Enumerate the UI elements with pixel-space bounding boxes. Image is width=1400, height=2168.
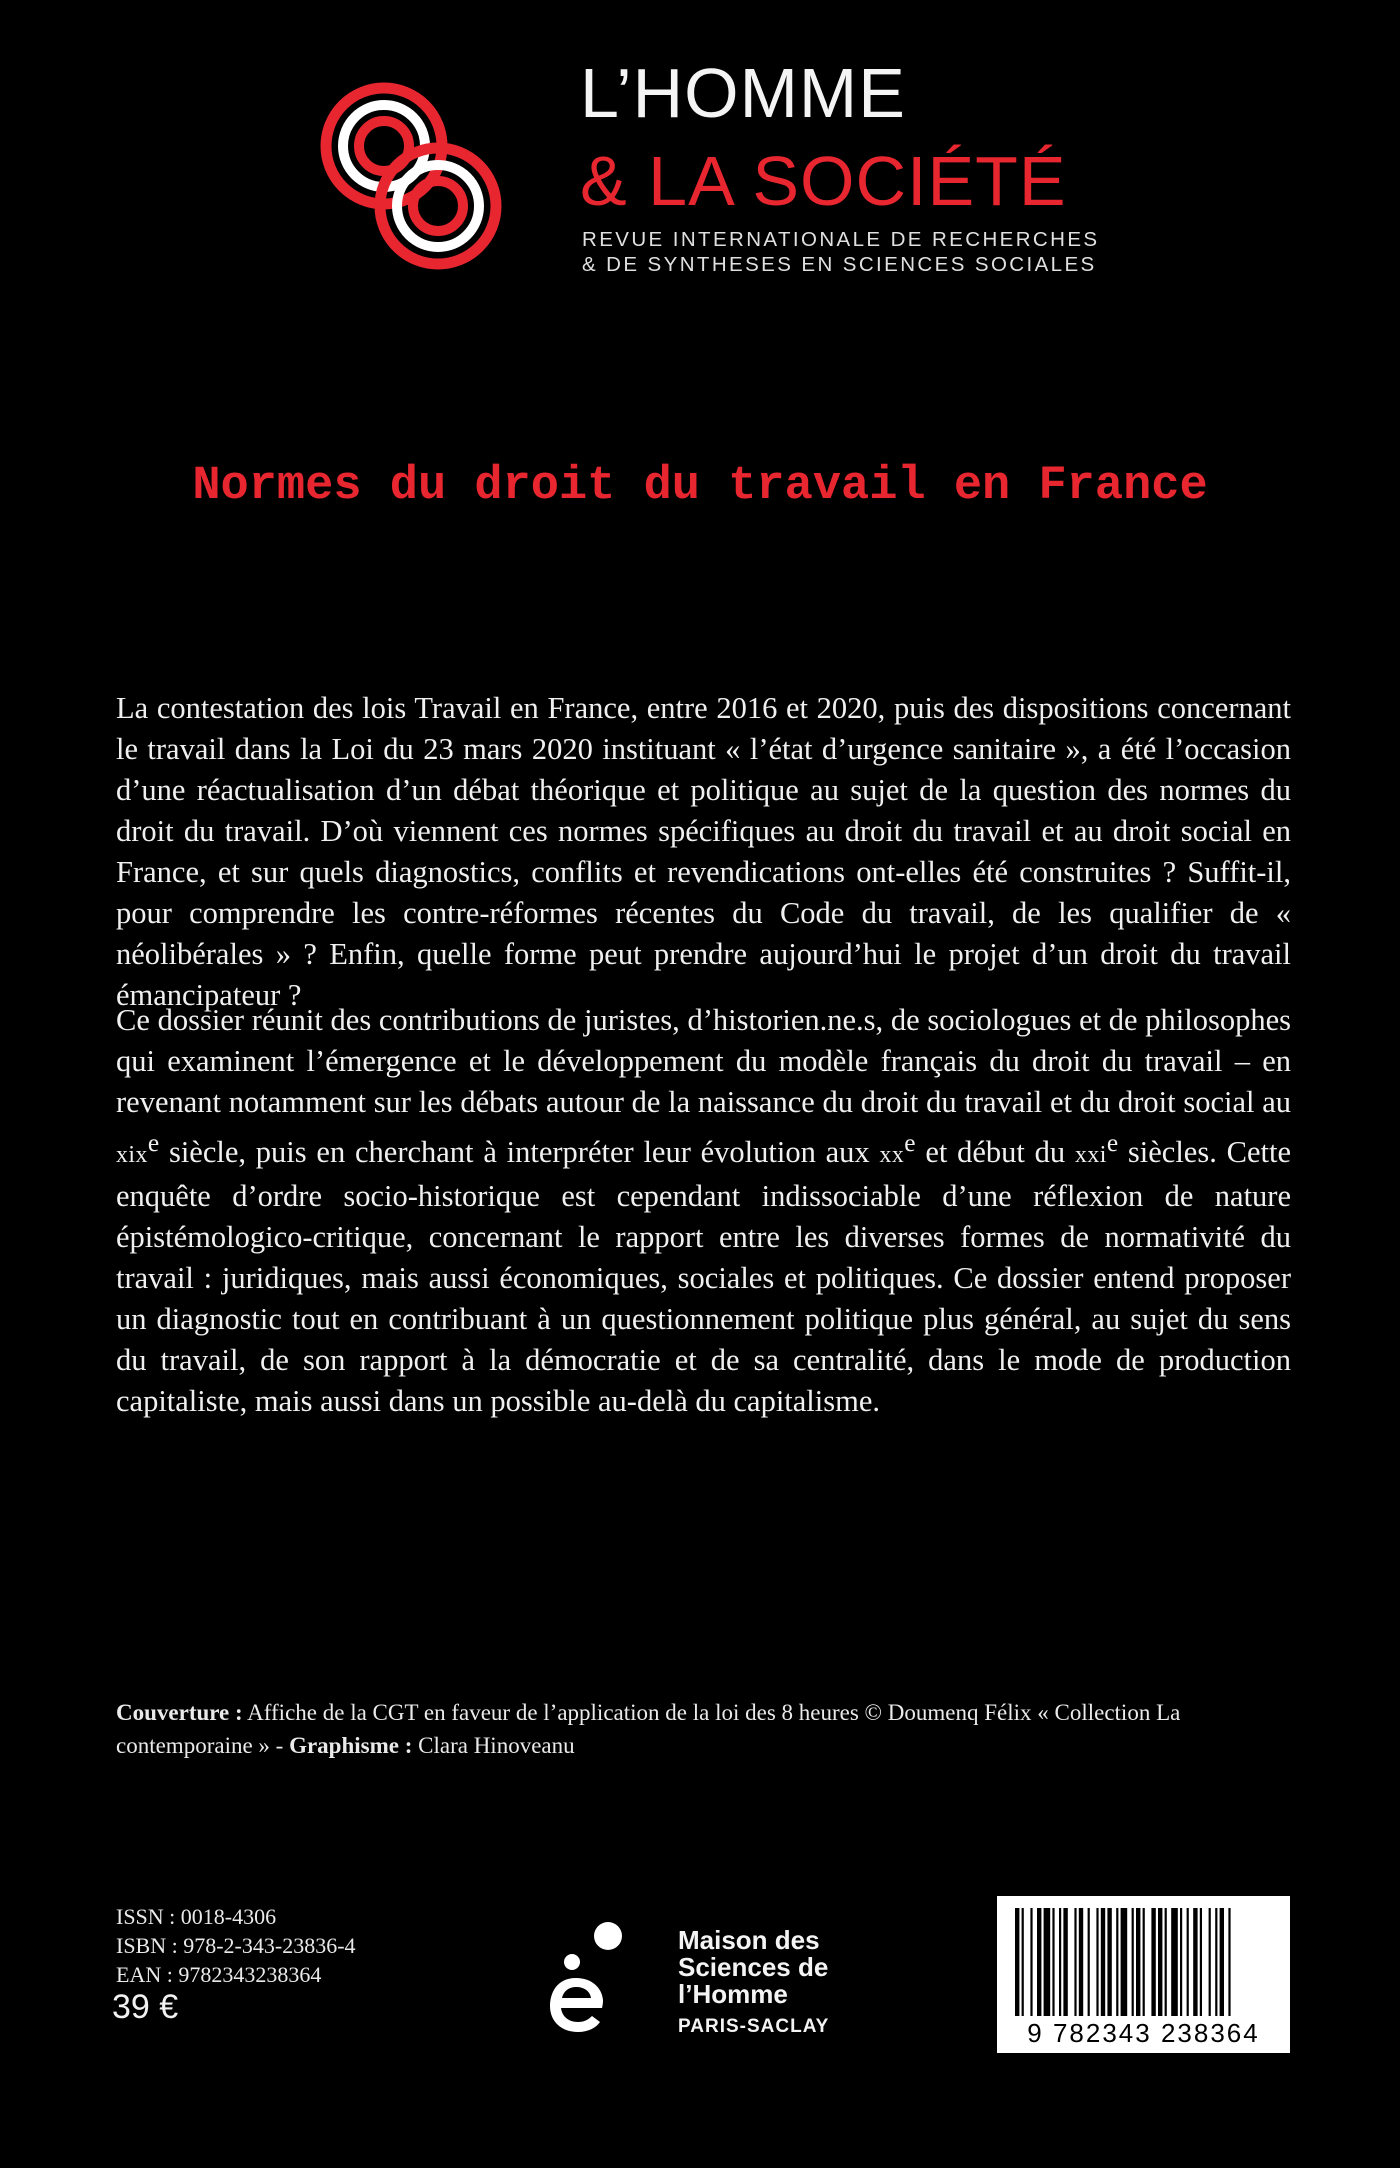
paragraph-2-part-a: Ce dossier réunit des contributions de juristes, d’historien.ne.s, de sociologues et de philosophes qui examinent l’émergence et le développement du modèle français du droit du travail – en revenant notamment sur les débats autour de la naissance du droit du travail et du droit social au (116, 1003, 1291, 1119)
superscript-e: e (1106, 1129, 1119, 1157)
publisher-logo-icon (548, 1918, 626, 2034)
barcode-bar (1015, 1908, 1019, 2016)
century-21: xxi (1074, 1142, 1107, 1169)
barcode-bar (1143, 1908, 1145, 2016)
price: 39 € (112, 1988, 179, 2026)
barcode-bar (1193, 1908, 1197, 2016)
barcode-bar (1171, 1908, 1178, 2016)
ean: EAN : 9782343238364 (116, 1962, 322, 1987)
barcode-bar (1132, 1908, 1134, 2016)
publisher-name-line2: Sciences de (678, 1952, 829, 1982)
century-20: xx (879, 1142, 905, 1169)
paragraph-2-part-c: et début du (915, 1135, 1075, 1170)
barcode-bar (1063, 1908, 1067, 2016)
barcode-bar (1215, 1908, 1217, 2016)
century-19: xix (116, 1142, 148, 1169)
barcode-bar (1187, 1908, 1189, 2016)
journal-logo-icon (318, 80, 504, 272)
barcode-bar (1180, 1908, 1182, 2016)
superscript-e: e (904, 1129, 916, 1157)
barcode-bar (1074, 1908, 1076, 2016)
credits (116, 1696, 1296, 1762)
barcode-bar (1044, 1908, 1051, 2016)
journal-name-line2: & LA SOCIÉTÉ (580, 142, 1067, 220)
isbn: ISBN : 978-2-343-23836-4 (116, 1933, 356, 1958)
barcode-bar (1030, 1908, 1032, 2016)
barcode-bar (1052, 1908, 1054, 2016)
publisher-location: PARIS-SACLAY (678, 2016, 830, 2037)
barcode-bar (1096, 1908, 1098, 2016)
journal-name-line1: L’HOMME (580, 54, 906, 132)
cover-text: Affiche de la CGT en faveur de l’application de la loi des 8 heures © Doumenq Félix « Collection La contemporaine » - (116, 1700, 1181, 1758)
paragraph-2-part-b: siècle, puis en cherchant à interpréter leur évolution aux (159, 1135, 880, 1170)
paragraph-2-part-d: siècles. Cette enquête d’ordre socio-historique est cependant indissociable d’une réflexion de nature épistémologico-critique, concernant le rapport entre les diverses formes de normativité du travail : juridiques, mais aussi économiques, sociales et politiques. Ce dossier entend proposer un diagnostic tout en contribuant à un questionnement politique plus général, au sujet du sens du travail, de son rapport à la démocratie et de sa centralité, dans le mode de production capitaliste, mais aussi dans un possible au-delà du capitalisme. (116, 1135, 1291, 1419)
barcode-bar (1037, 1908, 1041, 2016)
barcode-bar (1079, 1908, 1083, 2016)
barcode (997, 1896, 1290, 2053)
publisher-name-line3: l’Homme (678, 1979, 788, 2009)
issue-title: Normes du droit du travail en France (192, 460, 1208, 513)
cover-label: Couverture : (116, 1700, 243, 1725)
barcode-bar (1136, 1908, 1140, 2016)
barcode-bar (1209, 1908, 1211, 2016)
summary-paragraph-1: La contestation des lois Travail en France, entre 2016 et 2020, puis des dispositions concernant le travail dans la Loi du 23 mars 2020 instituant « l’état d’urgence sanitaire », a été l’occasion d’une réactualisation d’un débat théorique et politique au sujet de la question des normes du droit du travail. D’où viennent ces normes spécifiques au droit du travail et au droit social en France, et sur quels diagnostics, conflits et revendications ont-elles été construites ? Suffit-il, pour comprendre les contre-réformes récentes du Code du travail, de les qualifier de « néolibérales » ? Enfin, quelle forme peut prendre aujourd’hui le projet d’un droit du travail émancipateur ? (116, 691, 1291, 1012)
barcode-bar (1121, 1908, 1128, 2016)
superscript-e: e (147, 1129, 160, 1157)
summary-paragraph-2 (116, 1000, 1291, 1422)
journal-subtitle-line2: & DE SYNTHESES EN SCIENCES SOCIALES (582, 253, 1097, 276)
issn: ISSN : 0018-4306 (116, 1904, 277, 1929)
barcode-bar (1165, 1908, 1167, 2016)
journal-subtitle-line1: REVUE INTERNATIONALE DE RECHERCHES (582, 228, 1100, 251)
barcode-bar (1158, 1908, 1162, 2016)
publisher-name-line1: Maison des (678, 1925, 820, 1955)
barcode-bar (1228, 1908, 1230, 2016)
barcode-bar (1200, 1908, 1202, 2016)
barcode-bar (1022, 1908, 1024, 2016)
barcode-bar (1101, 1908, 1105, 2016)
barcode-bar (1116, 1908, 1118, 2016)
barcode-bar (1151, 1908, 1155, 2016)
barcode-bar (1059, 1908, 1061, 2016)
design-text: Clara Hinoveanu (412, 1733, 575, 1758)
design-label: Graphisme : (289, 1733, 413, 1758)
barcode-bar (1088, 1908, 1090, 2016)
barcode-bar (1107, 1908, 1111, 2016)
barcode-digits: 9 782343 238364 (1027, 2018, 1260, 2048)
barcode-bar (1220, 1908, 1224, 2016)
